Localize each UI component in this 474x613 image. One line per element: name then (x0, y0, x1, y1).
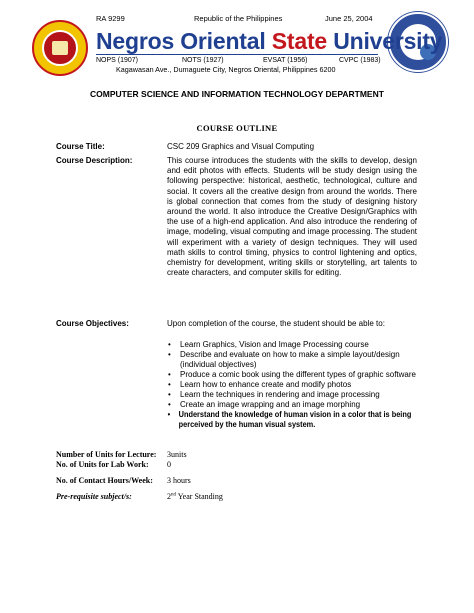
ra-number: RA 9299 (96, 14, 125, 23)
nops-year: NOPS (1907) (96, 57, 139, 64)
list-item: • Create an image wrapping and an image morphing (168, 400, 361, 409)
lecture-units-value: 3units (167, 450, 187, 459)
left-university-seal (32, 20, 88, 76)
lab-units-value: 0 (167, 460, 171, 469)
list-item: • Learn how to enhance create and modify photos (168, 380, 352, 389)
lab-units-label: No. of Units for Lab Work: (56, 460, 149, 469)
letterhead-date: June 25, 2004 (325, 14, 373, 23)
objectives-list (163, 340, 433, 430)
cvpc-year: CVPC (1983) (339, 57, 381, 64)
prerequisite-value: 2nd Year Standing (167, 492, 223, 501)
contact-hours-value: 3 hours (167, 476, 191, 485)
course-title-label: Course Title: (56, 142, 105, 151)
department-heading: COMPUTER SCIENCE AND INFORMATION TECHNOLOGY DEPARTMENT (90, 89, 384, 99)
objectives-intro: Upon completion of the course, the student should be able to: (167, 319, 385, 328)
evsat-year: EVSAT (1956) (263, 57, 308, 64)
list-item: • Describe and evaluate on how to make a simple layout/design (individual objectives) (168, 350, 400, 369)
course-title-value: CSC 209 Graphics and Visual Computing (167, 142, 315, 151)
course-description-text: This course introduces the students with the skills to develop, design and edit photos with effects. Students will be study design using the following perspective: historical, aesthetic, technological, culture and social. It covers all the creative design from around the worlds. There is global connection that comes from the study of designing history around the world. It also introduce the Creative Design/Graphics with the use of a high-end application. And also introduce the rendering of image, modeling, visual computing and image processing. The student will experiment with a variety of design techniques. They will used math skills to control timing, physics to control lightening and optics, chemistry for development, writing skills or storytelling, art talents to create characters, and computer skills for editing. (167, 156, 417, 278)
course-outline-title: COURSE OUTLINE (196, 123, 278, 133)
prerequisite-label: Pre-requisite subject/s: (56, 492, 132, 501)
list-item: • Understand the knowledge of human vision in a color that is being perceived by the human visual system. (167, 410, 412, 429)
university-address: Kagawasan Ave., Dumaguete City, Negros Oriental, Philippines 6200 (116, 65, 336, 74)
list-item: • Produce a comic book using the different types of graphic software (168, 370, 416, 379)
republic-text: Republic of the Philippines (194, 14, 283, 23)
list-item: • Learn Graphics, Vision and Image Processing course (168, 340, 369, 349)
header-rule (96, 54, 378, 55)
list-item: • Learn the techniques in rendering and image processing (168, 390, 380, 399)
contact-hours-label: No. of Contact Hours/Week: (56, 476, 153, 485)
course-objectives-label: Course Objectives: (56, 319, 129, 328)
course-description-label: Course Description: (56, 156, 133, 165)
university-name: Negros Oriental State University (96, 28, 443, 54)
nots-year: NOTS (1927) (182, 57, 224, 64)
lecture-units-label: Number of Units for Lecture: (56, 450, 157, 459)
